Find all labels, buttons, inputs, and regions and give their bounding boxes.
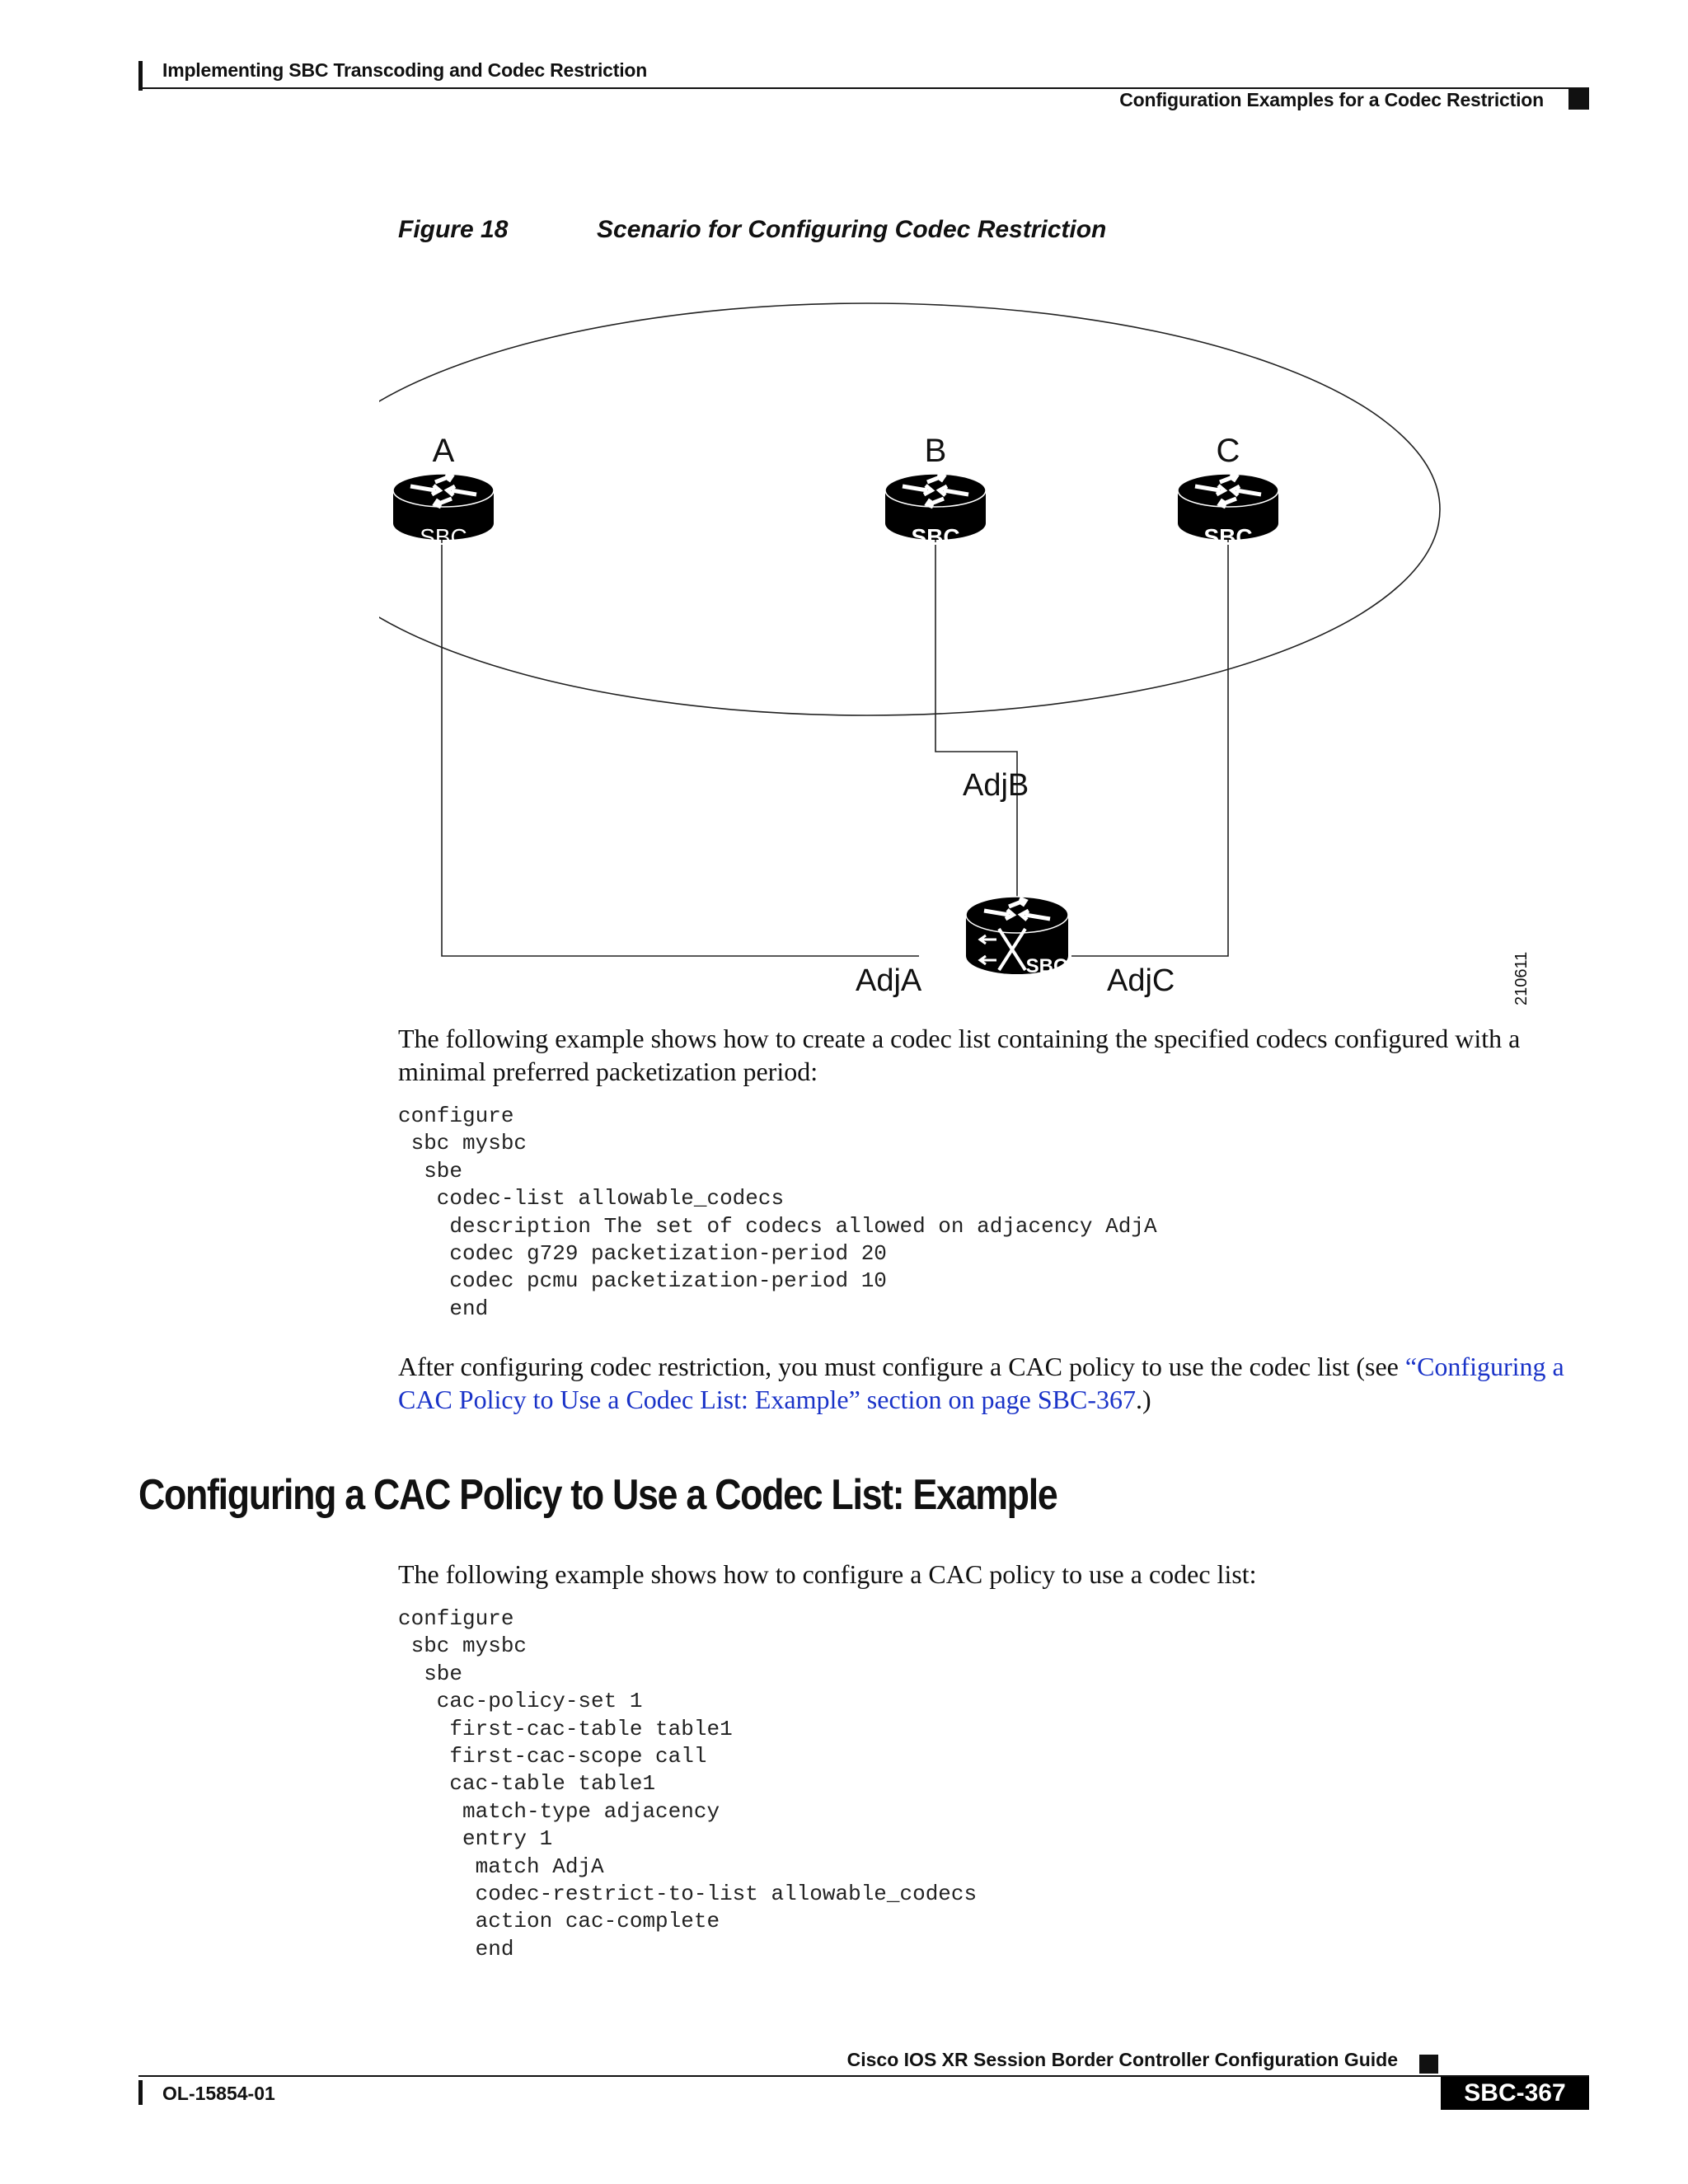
router-a-sbc-label: SBC [420,524,467,550]
adj-a-label: AdjA [856,963,922,998]
section-paragraph: The following example shows how to configure a CAC policy to use a codec list: [398,1559,1257,1589]
code-block-codec-list: configure sbc mysbc sbe codec-list allowable_codecs description The set of codecs allowed on adjacency AdjA codec g729 packetization-period 20 codec pcmu packetization-period 10 end [398,1104,1157,1321]
node-a-label: A [432,433,455,469]
footer-right-square [1419,2055,1438,2074]
footer-rule [138,2075,1589,2077]
node-c-label: C [1216,433,1240,469]
adj-b-label: AdjB [963,768,1029,803]
link-a-to-hub [442,536,919,956]
header-right-square [1568,89,1589,110]
link-b-to-hub [935,536,1017,905]
router-c-sbc-label: SBC [1203,524,1253,550]
network-diagram [379,288,1550,1014]
code-block-cac-policy: configure sbc mysbc sbe cac-policy-set 1 first-cac-table table1 first-cac-scope call cac-table table1 match-type adjacency entry 1 match AdjA codec-restrict-to-list allowable_codecs action cac-complete end [398,1606,978,1961]
after-paragraph-text: After configuring codec restriction, you must configure a CAC policy to use the codec list (see [398,1352,1405,1381]
section-heading: Configuring a CAC Policy to Use a Codec List: Example [138,1471,1057,1519]
adj-c-label: AdjC [1107,963,1175,998]
figure-title: Scenario for Configuring Codec Restriction [597,216,1107,243]
page-number-badge: SBC-367 [1441,2077,1589,2110]
intro-paragraph: The following example shows how to create a codec list containing the specified codecs configured with a minimal preferred packetization period: [398,1024,1521,1086]
router-b-sbc-label: SBC [911,524,960,550]
figure-label: Figure 18 [398,216,509,243]
footer-guide-title: Cisco IOS XR Session Border Controller Configuration Guide [846,2049,1398,2070]
cross-reference-link[interactable]: “Configuring a CAC Policy to Use a Codec List: Example” section on page SBC-367 [398,1352,1564,1414]
after-paragraph [398,1350,1593,1416]
node-b-label: B [924,433,947,469]
after-paragraph-end: .) [1135,1385,1151,1414]
link-c-to-hub [1071,536,1228,956]
doc-number: OL-15854-01 [162,2083,275,2104]
footer-left-bar [138,2080,143,2105]
hub-sbc-label: SBC [1025,955,1068,977]
section-running-title: Configuration Examples for a Codec Restriction [1119,89,1544,110]
header-left-bar [138,61,143,91]
figure-id: 210611 [1512,951,1531,1005]
chapter-title: Implementing SBC Transcoding and Codec Restriction [162,59,648,81]
